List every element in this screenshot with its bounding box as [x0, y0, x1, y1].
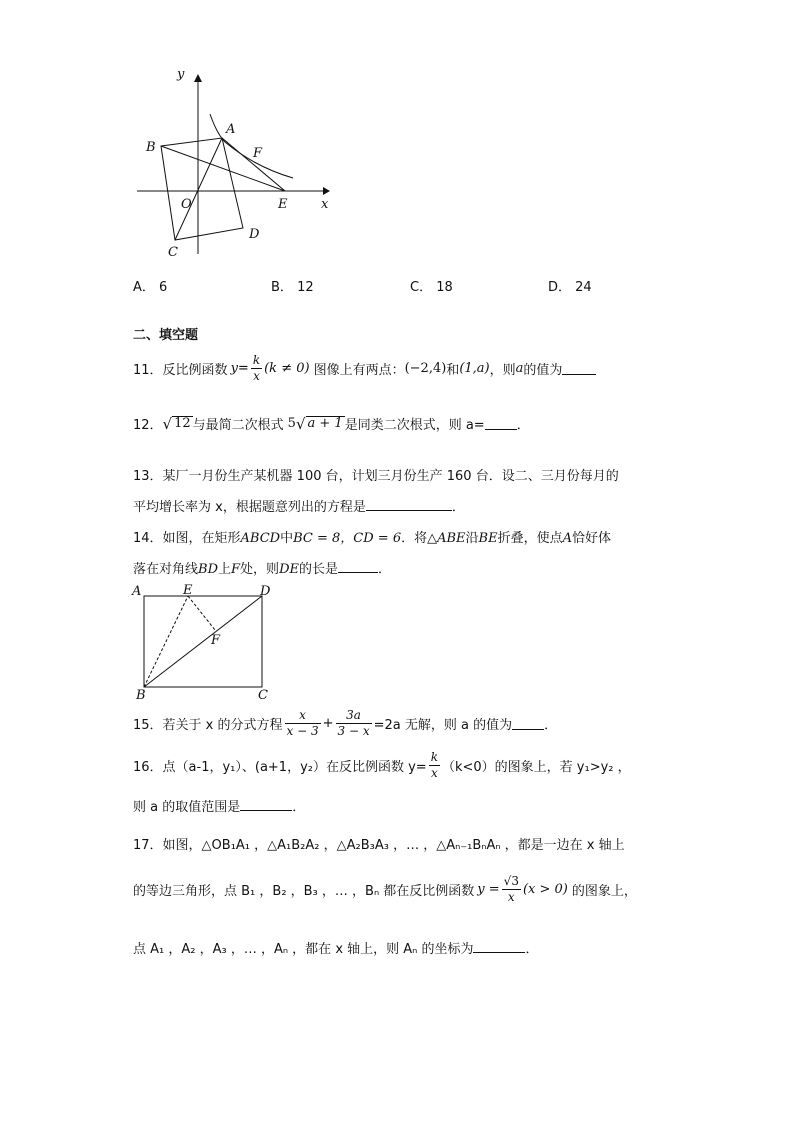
question-13-line-2: 平均增长率为 x，根据题意列出的方程是 ．: [133, 500, 465, 515]
question-17-line-3: 点 A₁ ，A₂ ，A₃ ，… ，Aₙ ，都在 x 轴上，则 Aₙ 的坐标为 ．: [133, 942, 539, 957]
answer-blank-13: [366, 498, 452, 511]
fig14-label-f: F: [211, 633, 221, 648]
fig14-label-b: B: [136, 688, 146, 702]
question-13-line-1: 13．某厂一月份生产某机器 100 台，计划三月份生产 160 台．设二、三月份每月的: [133, 469, 619, 484]
choice-c: C． 18: [410, 280, 453, 295]
answer-blank-16: [240, 798, 292, 811]
fig14-label-d: D: [260, 584, 271, 599]
answer-blank-14: [338, 560, 378, 573]
coordinate-figure: [125, 62, 345, 267]
rectangle-figure: [128, 580, 278, 702]
label-f: F: [253, 146, 263, 161]
section-title: 二、填空题: [133, 328, 199, 343]
answer-blank-15: [512, 717, 544, 730]
question-16-line-1: 16．点（a-1，y₁）、(a+1，y₂）在反比例函数 y= $\frac{k}{x}$ （k<0）的图象上，若 y₁>y₂ ，: [133, 750, 631, 780]
label-c: C: [168, 245, 178, 260]
diagonal-bd: [144, 596, 262, 687]
choice-b: B． 12: [271, 280, 314, 295]
question-12: 12． √ 12 与最简二次根式 5 √ a + 1 是同类二次根式，则 a= ．: [133, 414, 530, 433]
y-axis-arrow: [194, 74, 202, 82]
x-axis-arrow: [323, 187, 330, 195]
label-o: O: [181, 197, 192, 212]
question-14-line-2: 落在对角线BD上F处，则DE的长是 ．: [133, 562, 392, 577]
question-14-line-1: 14．如图，在矩形ABCD中BC = 8，CD = 6．将△ABE沿BE折叠，使点A恰好体: [133, 531, 612, 546]
fig14-label-e: E: [183, 583, 193, 598]
question-17-line-2: 的等边三角形，点 B₁ ，B₂ ，B₃ ，… ，Bₙ 都在反比例函数 y = $\frac{√3}{x}$ (x > 0) 的图象上，: [133, 874, 637, 904]
label-e: E: [278, 197, 288, 212]
dashed-be: [144, 596, 188, 687]
answer-blank-12: [485, 417, 517, 430]
choice-a: A． 6: [133, 280, 168, 295]
choice-d: D． 24: [548, 280, 592, 295]
label-y: y: [177, 67, 185, 82]
fig14-label-a: A: [132, 584, 142, 599]
rectangle-abcd: [161, 138, 243, 240]
question-11: 11． 反比例函数 y = $\frac{k}{x}$ (k ≠ 0) 图像上有两点： (−2,4) 和 (1,a) ，则 a 的值为: [133, 353, 596, 384]
fig14-label-c: C: [258, 688, 268, 702]
answer-blank-17: [473, 940, 525, 953]
label-a: A: [226, 122, 236, 137]
label-b: B: [146, 140, 156, 155]
question-15: 15．若关于 x 的分式方程 $\frac{x}{x - 3}$ + $\frac{3a}{3 - x}$ =2a 无解，则 a 的值为 ．: [133, 708, 558, 738]
dashed-ef: [188, 596, 215, 630]
question-17-line-1: 17．如图，△OB₁A₁ ，△A₁B₂A₂ ，△A₂B₃A₃ ，… ，△Aₙ₋₁BₙAₙ ，都是一边在 x 轴上: [133, 838, 625, 853]
answer-blank-11: [562, 362, 596, 375]
label-d: D: [249, 227, 260, 242]
label-x: x: [321, 197, 329, 212]
question-16-line-2: 则 a 的取值范围是 ．: [133, 800, 306, 815]
